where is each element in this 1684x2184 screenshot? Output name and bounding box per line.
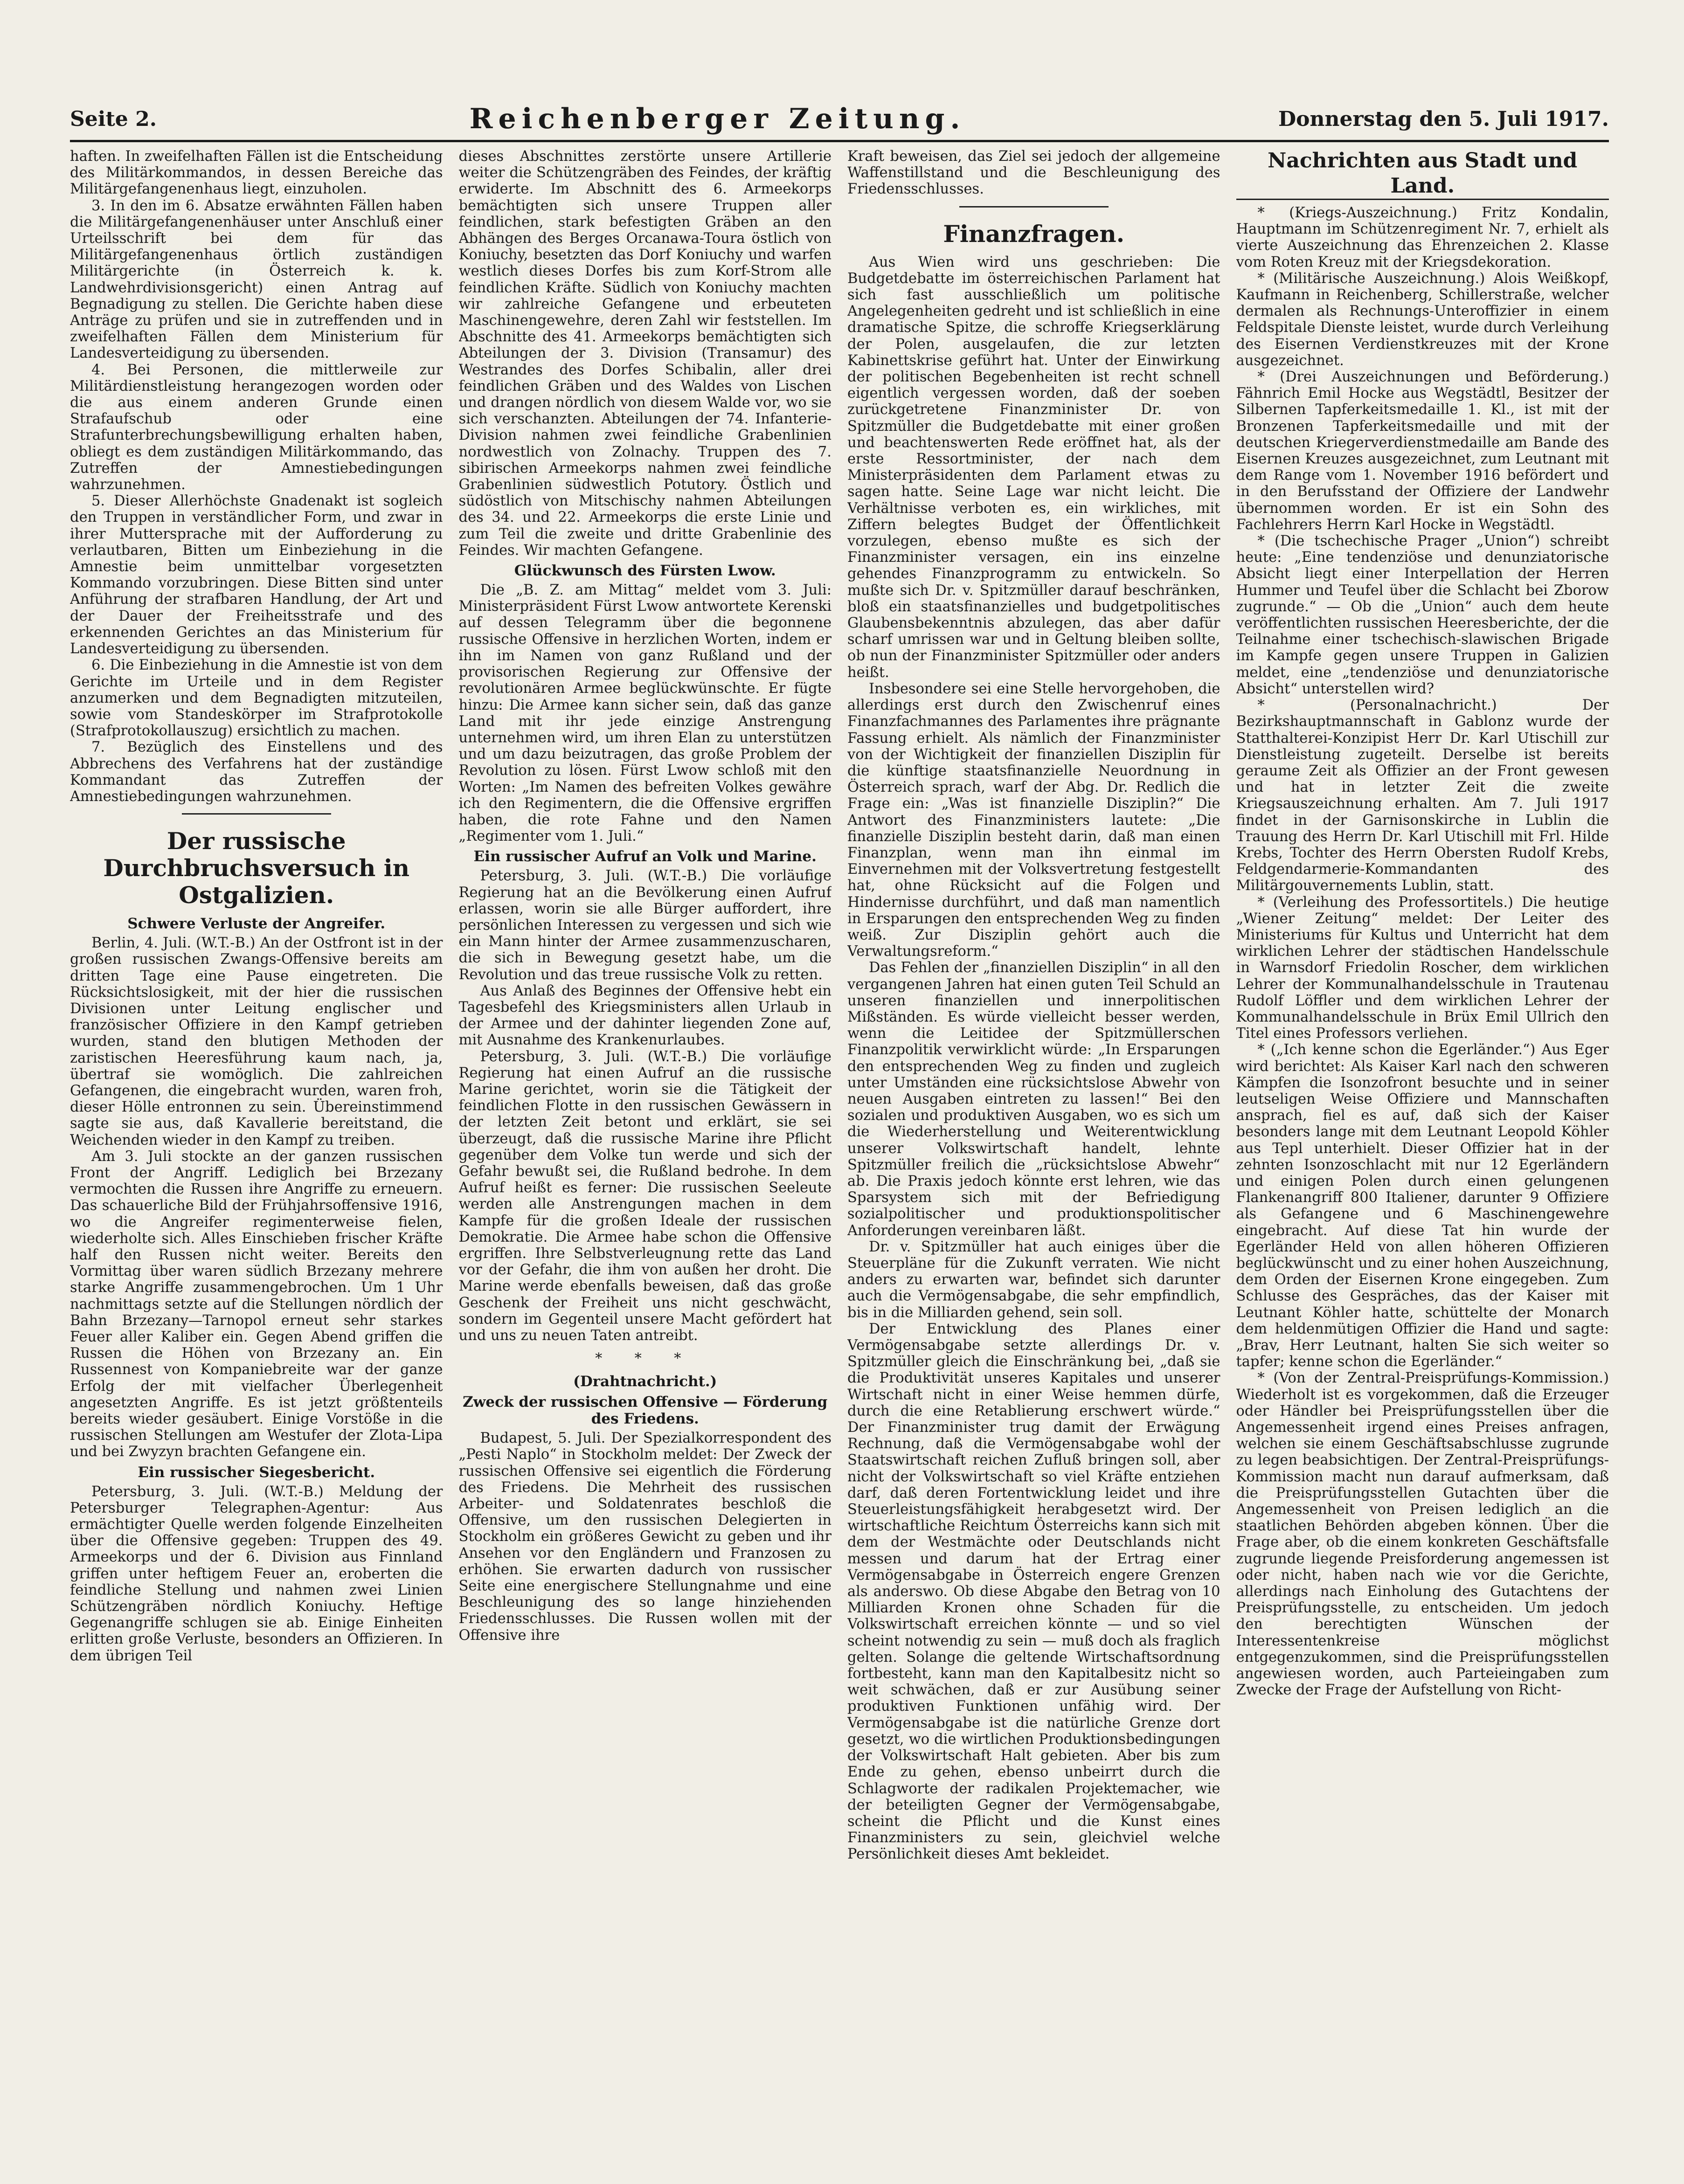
column-1 xyxy=(70,148,443,2093)
article-headline: Finanzfragen. xyxy=(943,220,1125,248)
paragraph: Budapest, 5. Juli. Der Spezialkorrespondent des „Pesti Naplo“ in Stockholm meldet: Der Zweck der russischen Offensive sei eigentlich die Förderung des Friedens. Die Mehrheit des russischen Arbeiter- und Soldatenrates beschloß die Offensive, um den russischen Delegierten in Stockholm ein größeres Gewicht zu geben und ihr Ansehen vor den Engländern und Franzosen zu erhöhen. Sie erwarten dadurch von russischer Seite eine energischere Stellungnahme und eine Beschleunigung des so lange hinziehenden Friedensschlusses. Die Russen wollen mit der Offensive ihre xyxy=(458,1430,832,1644)
paragraph: * (Verleihung des Professortitels.) Die heutige „Wiener Zeitung“ meldet: Der Leiter des Ministeriums für Kultus und Unterricht hat dem wirklichen Lehrer der städtischen Handelsschule in Warnsdorf Friedolin Roscher, dem wirklichen Lehrer der Kommunalhandelsschule in Trautenau Rudolf Löffler und dem wirklichen Lehrer der Kommunalhandelsschule in Brüx Emil Ullrich den Titel eines Professors verliehen. xyxy=(1236,894,1609,1042)
divider xyxy=(182,813,331,815)
column-2 xyxy=(459,148,832,2093)
article-headline: Der russische Durchbruchsversuch in Ostgalizien. xyxy=(103,827,410,909)
subheading: Ein russischer Siegesbericht. xyxy=(138,1464,375,1481)
subheading: Schwere Verluste der Angreifer. xyxy=(127,915,386,933)
paragraph: Petersburg, 3. Juli. (W.T.-B.) Die vorläufige Regierung hat einen Aufruf an die russische Marine gerichtet, worin sie die Tätigkeit der feindlichen Flotte in den russischen Gewässern in der letzten Zeit betont und erklärt, sie sei überzeugt, daß die russische Marine ihre Pflicht gegenüber dem Volke tun werde und sich der Gefahr bewußt sei, die Rußland bedrohe. In dem Aufruf heißt es ferner: Die russischen Seeleute werden alle Anstrengungen machen in dem Kampfe für die großen Ideale der russischen Demokratie. Die Armee habe schon die Offensive ergriffen. Ihre Selbstverleugnung rette das Land vor der Gefahr, die ihm von außen her droht. Die Marine werde ebenfalls beweisen, daß das große Geschenk der Freiheit uns nicht geschwächt, sondern im Gegenteil unsere Macht gefördert hat und uns zu neuen Taten antreibt. xyxy=(458,1048,832,1344)
paragraph: Dr. v. Spitzmüller hat auch einiges über die Steuerpläne für die Zukunft verraten. Wie nicht anders zu erwarten war, befindet sich darunter auch die Vermögensabgabe, die sehr empfindlich, bis in die Milliarden gehend, sein soll. xyxy=(847,1238,1220,1321)
paragraph: * (Von der Zentral-Preisprüfungs-Kommission.) Wiederholt ist es vorgekommen, daß die Erzeuger oder Händler bei Preisprüfungsstellen über die Angemessenheit irgend eines Preises anfragen, welchen sie einem Geschäftsabschlusse zugrunde zu legen beabsichtigen. Der Zentral-Preisprüfungs-Kommission macht nun darauf aufmerksam, daß die Preisprüfungsstellen Gutachten über die Angemessenheit von Preisen lediglich an die staatlichen Behörden abgeben können. Über die Frage aber, ob die einem konkreten Geschäftsfalle zugrunde liegende Preisforderung angemessen ist oder nicht, haben nach wie vor die Gerichte, allerdings nach Einholung des Gutachtens der Preisprüfungsstelle, zu entscheiden. Um jedoch den berechtigten Wünschen der Interessentenkreise möglichst entgegenzukommen, sind die Preisprüfungsstellen angewiesen worden, auch Parteieingaben zum Zwecke der Frage der Aufstellung von Richt- xyxy=(1236,1370,1609,1699)
paragraph: Insbesondere sei eine Stelle hervorgehoben, die allerdings erst durch den Zwischenruf eines Finanzfachmannes des Parlamentes ihre prägnante Fassung erhielt. Als nämlich der Finanzminister von der Wichtigkeit der finanziellen Disziplin für die künftige staatsfinanzielle Neuordnung in Österreich sprach, warf der Abg. Dr. Redlich die Frage ein: „Was ist finanzielle Disziplin?“ Die Antwort des Finanzministers lautete: „Die finanzielle Disziplin besteht darin, daß man einen Finanzplan, wenn man ihn einmal im Einvernehmen mit der Volksvertretung festgestellt hat, ohne Rücksicht auf die Folgen und Hindernisse durchführt, und daß man namentlich in Ersparungen den entsprechenden Weg zu finden weiß. Zur Disziplin gehört auch die Verwaltungsreform.“ xyxy=(847,680,1220,960)
text-columns xyxy=(70,148,1609,2093)
page-number: Seite 2. xyxy=(70,107,157,131)
paragraph: dieses Abschnittes zerstörte unsere Artillerie weiter die Schützengräben des Feindes, der kräftig erwiderte. Im Abschnitt des 6. Armeekorps bemächtigten sich unsere Truppen aller feindlichen, stark befestigten Gräben an den Abhängen des Berges Orcanawa-Toura östlich von Koniuchy, besetzten das Dorf Koniuchy und warfen westlich dieses Dorfes bis zum Korf-Strom alle feindlichen Kräfte. Südlich von Koniuchy machten wir zahlreiche Gefangene und erbeuteten Maschinengewehre, deren Zahl wir feststellen. Im Abschnitte des 41. Armeekorps bemächtigten sich Abteilungen der 3. Division (Transamur) des Westrandes des Dorfes Schibalin, aller drei feindlichen Gräben und des Waldes von Lischen und drangen nördlich von diesem Walde vor, wo sie sich verschanzten. Abteilungen der 74. Infanterie-Division nahmen zwei feindliche Grabenlinien nordwestlich von Zolnachy. Truppen des 7. sibirischen Armeekorps nahmen zwei feindliche Grabenlinien südwestlich Potutory. Östlich und südöstlich von Mitschischy nahmen Abteilungen des 34. und 22. Armeekorps die erste Linie und zum Teil die zweite und dritte Grabenlinie des Feindes. Wir machten Gefangene. xyxy=(458,148,832,559)
section-headline: Nachrichten aus Stadt und Land. xyxy=(1236,148,1609,200)
paragraph: Am 3. Juli stockte an der ganzen russischen Front der Angriff. Lediglich bei Brzezany vermochten die Russen ihre Angriffe zu erneuern. Das schauerliche Bild der Frühjahrsoffensive 1916, wo die Angreifer regimenterweise fielen, wiederholte sich. Alles Einschieben frischer Kräfte half den Russen nicht weiter. Bereits den Vormittag über waren südlich Brzezany mehrere starke Angriffe zusammengebrochen. Um 1 Uhr nachmittags setzte auf die Stellungen nördlich der Bahn Brzezany—Tarnopol erneut sehr starkes Feuer aller Kaliber ein. Gegen Abend griffen die Russen die Höhen von Brzezany an. Ein Russennest von Kompaniebreite war der ganze Erfolg der mit vielfacher Überlegenheit angesetzten Angriffe. Es ist jetzt größtenteils bereits wieder gesäubert. Einige Vorstöße in die russischen Stellungen am Westufer der Zlota-Lipa und bei Zwyzyn brachten Gefangene ein. xyxy=(70,1148,443,1460)
paragraph: Berlin, 4. Juli. (W.T.-B.) An der Ostfront ist in der großen russischen Zwangs-Offensive bereits am dritten Tage eine Pause eingetreten. Die Rücksichtslosigkeit, mit der hier die russischen Divisionen unter Leitung englischer und französischer Offiziere in den Kampf getrieben wurden, stand den blutigen Methoden der zaristischen Heeresführung kaum nach, ja, übertraf sie womöglich. Die zahlreichen Gefangenen, die eingebracht wurden, waren froh, dieser Hölle entronnen zu sein. Übereinstimmend sagte sie aus, daß Kavallerie bereitstand, die Weichenden wieder in den Kampf zu treiben. xyxy=(70,935,443,1148)
column-4 xyxy=(1236,148,1609,2093)
subheading: Zweck der russischen Offensive — Förderung des Friedens. xyxy=(463,1394,828,1428)
paragraph: Der Entwicklung des Planes einer Vermögensabgabe setzte allerdings Dr. v. Spitzmüller gleich die Einschränkung bei, „daß sie die Produktivität unseres Kapitales und unserer Wirtschaft nicht in einer Weise hemmen dürfe, durch die eine Retablierung erschwert würde.“ Der Finanzminister trug damit der Erwägung Rechnung, daß die Vermögensabgabe wohl der Staatswirtschaft reichen Zufluß bringen soll, aber nicht der Volkswirtschaft so viel Kräfte entziehen darf, daß deren Fortentwicklung leidet und ihre Steuerleistungsfähigkeit herabgesetzt wird. Der wirtschaftliche Reichtum Österreichs kann sich mit dem der Westmächte oder Deutschlands nicht messen und darum hat der Ertrag einer Vermögensabgabe in Österreich engere Grenzen als anderswo. Ob diese Abgabe den Betrag von 10 Milliarden Kronen ohne Schaden für die Volkswirtschaft erreichen könnte — und so viel scheint notwendig zu sein — muß doch als fraglich gelten. Solange die geltende Wirtschaftsordnung fortbesteht, kann man den Kapitalbesitz nicht so weit schwächen, daß er zur Ausübung seiner produktiven Funktionen unfähig wird. Der Vermögensabgabe ist die natürliche Grenze dort gesetzt, wo die wirtlichen Produktionsbedingungen der Volkswirtschaft Halt gebieten. Aber bis zum Ende zu gehen, ebenso unbeirrt durch die Schlagworte der radikalen Projektemacher, wie der beteiligten Gegner der Vermögensabgabe, scheint die Pflicht und die Kunst eines Finanzministers zu sein, gleichviel welche Persönlichkeit dieses Amt bekleidet. xyxy=(847,1320,1220,1863)
paragraph: 3. In den im 6. Absatze erwähnten Fällen haben die Militärgefangenenhäuser unter Anschluß einer Urteilsschrift bei dem für das Militärgefangenenhaus örtlich zuständigen Militärgerichte (in Österreich k. k. Landwehrdivisionsgericht) einen Antrag auf Begnadigung zu stellen. Die Gerichte haben diese Anträge zu prüfen und sie in zutreffenden und in zweifelhaften Fällen dem Ministerium für Landesverteidigung zu übersenden. xyxy=(70,197,443,362)
paragraph: * („Ich kenne schon die Egerländer.“) Aus Eger wird berichtet: Als Kaiser Karl nach den schweren Kämpfen die Isonzofront besuchte und in seiner leutseligen Weise Offiziere und Mannschaften ansprach, fiel es auf, daß sich der Kaiser besonders lange mit dem Leutnant Leopold Köhler aus Tepl unterhielt. Dieser Offizier hat in der zehnten Isonzoschlacht mit nur 12 Egerländern und einigen Polen durch einen gelungenen Flankenangriff 800 Italiener, darunter 9 Offiziere als Gefangene und 6 Maschinengewehre eingebracht. Auf diese Tat hin wurde der Egerländer Held von allen höheren Offizieren beglückwünscht und zu einer hohen Auszeichnung, dem Orden der Eisernen Krone eingegeben. Zum Schlusse des Gespräches, das der Kaiser mit Leutnant Köhler hatte, schüttelte der Monarch dem heldenmütigen Offizier die Hand und sagte: „Brav, Herr Leutnant, halten Sie sich weiter so tapfer; kenne schon die Egerländer.“ xyxy=(1236,1042,1609,1370)
divider xyxy=(959,206,1109,207)
column-3 xyxy=(847,148,1220,2093)
paragraph: Aus Wien wird uns geschrieben: Die Budgetdebatte im österreichischen Parlament hat sich fast ausschließlich um politische Angelegenheiten gedreht und ist schließlich in eine dramatische Spitze, die schroffe Kriegserklärung der Polen, ausgelaufen, die zur letzten Kabinettskrise geführt hat. Unter der Einwirkung der politischen Begebenheiten ist recht schnell eigentlich vergessen worden, daß der soeben zurückgetretene Finanzminister Dr. von Spitzmüller die Budgetdebatte mit einer großen und beachtenswerten Rede eröffnet hat, als der erste Ressortminister, der nach dem Ministerpräsidenten dem Parlament etwas zu sagen hatte. Seine Lage war nicht leicht. Die Verhältnisse verboten es, ein wirkliches, mit Ziffern belegtes Budget der Öffentlichkeit vorzulegen, ebenso mußte es sich der Finanzminister versagen, ein ins einzelne gehendes Finanzprogramm zu entwickeln. So mußte sich Dr. v. Spitzmüller darauf beschränken, bloß ein staatsfinanzielles und budgetpolitisches Glaubensbekenntnis abzulegen, das aber dafür scharf umrissen war und in Geltung bleiben sollte, ob nun der Finanzminister Spitzmüller oder anders heißt. xyxy=(847,254,1220,681)
subheading: Ein russischer Aufruf an Volk und Marine. xyxy=(473,848,817,865)
paragraph: * (Personalnachricht.) Der Bezirkshauptmannschaft in Gablonz wurde der Statthalterei-Konzipist Herr Dr. Karl Utischill zur Dienstleistung zugeteilt. Derselbe ist bereits geraume Zeit als Offizier an der Front gewesen und hat in letzter Zeit die zweite Kriegsauszeichnung erhalten. Am 7. Juli 1917 findet in der Garnisonskirche in Lublin die Trauung des Herrn Dr. Karl Utischill mit Frl. Hilde Krebs, Tochter des Herrn Obersten Rudolf Krebs, Feldgendarmerie-Kommandanten des Militärgouvernements Lublin, statt. xyxy=(1236,697,1609,894)
paragraph: Petersburg, 3. Juli. (W.T.-B.) Die vorläufige Regierung hat an die Bevölkerung einen Aufruf erlassen, worin sie alle Bürger auffordert, ihre persönlichen Interessen zu vergessen und sich wie ein Mann hinter der Armee zusammenzuscharen, die sich in Bewegung gesetzt habe, um die Revolution und das treue russische Volk zu retten. xyxy=(458,868,832,983)
page-header xyxy=(70,98,1609,142)
paragraph: Aus Anlaß des Beginnes der Offensive hebt ein Tagesbefehl des Kriegsministers allen Urlaub in der Armee und der dahinter liegenden Zone auf, mit Ausnahme des Krankenurlaubes. xyxy=(458,982,832,1049)
subheading: (Drahtnachricht.) xyxy=(573,1373,717,1390)
paragraph: Petersburg, 3. Juli. (W.T.-B.) Meldung der Petersburger Telegraphen-Agentur: Aus ermächtigter Quelle werden folgende Einzelheiten über die Offensive gegeben: Truppen des 49. Armeekorps und der 6. Division aus Finnland griffen unter heftigem Feuer an, eroberten die feindliche Stellung und nahmen zwei Linien Schützengräben nördlich Koniuchy. Heftige Gegenangriffe schlugen sie ab. Einige Einheiten erlitten große Verluste, besonders an Offizieren. In dem übrigen Teil xyxy=(70,1483,443,1664)
paragraph: Das Fehlen der „finanziellen Disziplin“ in all den vergangenen Jahren hat einen guten Teil Schuld an unseren finanziellen und innerpolitischen Mißständen. Es würde vielleicht besser werden, wenn die Leitidee der Spitzmüllerschen Finanzpolitik verwirklicht würde: „In Ersparungen den entsprechenden Weg zu finden und zugleich unter Umständen eine rücksichtslose Abwehr von neuen Ausgaben eintreten zu lassen!“ Bei den sozialen und produktiven Ausgaben, wo es sich um die Wiederherstellung und Weiterentwicklung unserer Volkswirtschaft handelt, lehnte Spitzmüller freilich die „rücksichtslose Abwehr“ ab. Die Praxis jedoch könnte erst lehren, wie das Sparsystem sich mit der Befriedigung sozialpolitischer und produktionspolitischer Anforderungen vereinbaren läßt. xyxy=(847,960,1220,1239)
paragraph: 5. Dieser Allerhöchste Gnadenakt ist sogleich den Truppen in verständlicher Form, und zwar in ihrer Muttersprache mit der Aufforderung zu verlautbaren, Bitten um Einbeziehung in die Amnestie beim unmittelbar vorgesetzten Kommando vorzubringen. Diese Bitten sind unter Anführung der strafbaren Handlung, der Art und der Dauer der Freiheitsstrafe und des erkennenden Gerichtes an das Ministerium für Landesverteidigung zu übersenden. xyxy=(70,493,443,657)
paragraph: 7. Bezüglich des Einstellens und des Abbrechens des Verfahrens hat der zuständige Kommandant das Zutreffen der Amnestiebedingungen wahrzunehmen. xyxy=(70,739,443,805)
paragraph: Kraft beweisen, das Ziel sei jedoch der allgemeine Waffenstillstand und die Beschleunigung des Friedensschlusses. xyxy=(847,148,1220,198)
paragraph: * (Kriegs-Auszeichnung.) Fritz Kondalin, Hauptmann im Schützenregiment Nr. 7, erhielt als vierte Auszeichnung das Ehrenzeichen 2. Klasse vom Roten Kreuz mit der Kriegsdekoration. xyxy=(1236,205,1609,270)
subheading: Glückwunsch des Fürsten Lwow. xyxy=(514,562,776,580)
paragraph: 4. Bei Personen, die mittlerweile zur Militärdienstleistung herangezogen worden oder die aus einem anderen Grunde einen Strafaufschub oder eine Strafunterbrechungsbewilligung erhalten haben, obliegt es dem zuständigen Militärkommando, das Zutreffen der Amnestiebedingungen wahrzunehmen. xyxy=(70,361,443,493)
issue-date: Donnerstag den 5. Juli 1917. xyxy=(1278,107,1609,131)
newspaper-title: Reichenberger Zeitung. xyxy=(469,103,966,135)
paragraph: 6. Die Einbeziehung in die Amnestie ist von dem Gerichte im Urteile und in dem Register anzumerken und dem Begnadigten mitzuteilen, sowie vom Standeskörper im Strafprotokolle (Strafprotokollauszug) ersichtlich zu machen. xyxy=(70,657,443,740)
paragraph: * (Die tschechische Prager „Union“) schreibt heute: „Eine tendenziöse und denunziatorische Absicht liegt einer Interpellation der Herren Hummer und Teufel über die Schlacht bei Zborow zugrunde.“ — Ob die „Union“ auch dem heute veröffentlichten russischen Heeresberichte, der die Teilnahme einer tschechisch-slawischen Brigade im Kampfe gegen unsere Truppen in Galizien meldet, eine „tendenziöse und denunziatorische Absicht“ unterstellen wird? xyxy=(1236,533,1609,697)
paragraph: haften. In zweifelhaften Fällen ist die Entscheidung des Militärkommandos, in dessen Bereiche das Militärgefangenenhaus liegt, einzuholen. xyxy=(70,148,443,198)
paragraph: Die „B. Z. am Mittag“ meldet vom 3. Juli: Ministerpräsident Fürst Lwow antwortete Kerenski auf dessen Telegramm über die begonnene russische Offensive in herzlichen Worten, indem er ihn im Namen von ganz Rußland und der provisorischen Regierung zur Offensive der revolutionären Armee beglückwünschte. Er fügte hinzu: Die Armee kann sicher sein, daß das ganze Land mit ihr jede einzige Anstrengung unternehmen wird, um ihren Elan zu unterstützen und um dazu beizutragen, das große Problem der Revolution zu lösen. Fürst Lwow schloß mit den Worten: „Im Namen des befreiten Volkes gewähre ich den Regimentern, die die Offensive ergriffen haben, die rote Fahne und den Namen „Regimenter vom 1. Juli.“ xyxy=(458,582,832,845)
section-stars: * * * xyxy=(595,1350,695,1367)
paragraph: * (Militärische Auszeichnung.) Alois Weißkopf, Kaufmann in Reichenberg, Schillerstraße, welcher dermalen als Rechnungs-Unteroffizier in einem Feldspitale Dienste leistet, wurde durch Verleihung des Eisernen Verdienstkreuzes mit der Krone ausgezeichnet. xyxy=(1236,270,1609,369)
paragraph: * (Drei Auszeichnungen und Beförderung.) Fähnrich Emil Hocke aus Wegstädtl, Besitzer der Silbernen Tapferkeitsmedaille 1. Kl., ist mit der Bronzenen Tapferkeitsmedaille und mit der deutschen Kriegerverdienstmedaille am Bande des Eisernen Kreuzes ausgezeichnet, zum Leutnant mit dem Range vom 1. November 1916 befördert und in den Berufsstand der Offiziere der Landwehr übernommen worden. Er ist ein Sohn des Fachlehrers Herrn Karl Hocke in Wegstädtl. xyxy=(1236,369,1609,533)
